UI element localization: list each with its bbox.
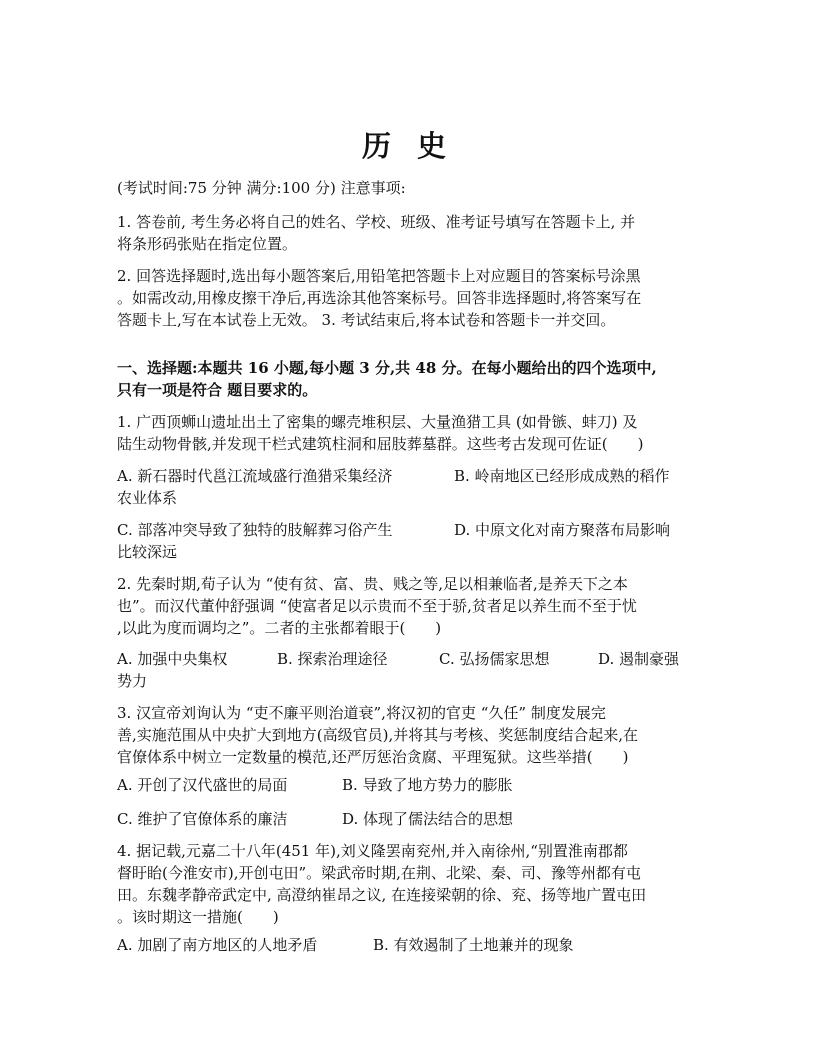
- option-b: B. 岭南地区已经形成成熟的稻作: [454, 467, 670, 485]
- exam-info: (考试时间:75 分钟 满分:100 分) 注意事项:: [117, 179, 406, 197]
- option-b: B. 导致了地方势力的膨胀: [342, 776, 513, 794]
- section-heading: 一、选择题:本题共 16 小题,每小题 3 分,共 48 分。在每小题给出的四个选项中, 只有一项是符合 题目要求的。: [117, 359, 657, 399]
- option-c: C. 部落冲突导致了独特的肢解葬习俗产生: [117, 521, 393, 539]
- option-a: A. 新石器时代邕江流域盛行渔猎采集经济: [117, 467, 393, 485]
- question-4-stem: 4. 据记载,元嘉二十八年(451 年),刘义隆罢南兖州,并入南徐州,“别置淮南郡都 督盱眙(今淮安市),开创屯田”。梁武帝时期,在荆、北梁、秦、司、豫等州都有屯 田。东魏孝静帝武定中, 高澄纳崔昂之议, 在连接梁朝的徐、兖、扬等地广置屯田 。该时期这一措施( ): [117, 842, 647, 926]
- option-a: A. 加剧了南方地区的人地矛盾: [117, 936, 318, 954]
- page-title: 历 史: [361, 129, 455, 163]
- option-d: D. 中原文化对南方聚落布局影响: [454, 521, 671, 539]
- option-d: D. 体现了儒法结合的思想: [342, 810, 514, 828]
- question-2-stem: 2. 先秦时期,荀子认为 “使有贫、富、贵、贱之等,足以相兼临者,是养天下之本 也”。而汉代董仲舒强调 “使富者足以示贵而不至于骄,贫者足以养生而不至于忧 ,以此为度而调均之”。二者的主张都着眼于( ): [117, 575, 637, 637]
- option-d: D. 遏制豪强: [598, 650, 680, 668]
- option-b: B. 有效遏制了土地兼并的现象: [373, 936, 574, 954]
- option-a: A. 加强中央集权: [117, 650, 228, 668]
- option-d-cont: 势力: [117, 672, 148, 690]
- question-1-stem: 1. 广西顶蛳山遗址出土了密集的螺壳堆积层、大量渔猎工具 (如骨镞、蚌刀) 及 陆生动物骨骸,并发现干栏式建筑柱洞和屈肢葬墓群。这些考古发现可佐证( ): [117, 413, 644, 453]
- note-1: 1. 答卷前, 考生务必将自己的姓名、学校、班级、准考证号填写在答题卡上, 并 将条形码张贴在指定位置。: [117, 213, 636, 253]
- option-b-cont: 农业体系: [117, 489, 178, 507]
- option-d-cont: 比较深远: [117, 543, 178, 561]
- option-c: C. 弘扬儒家思想: [439, 650, 550, 668]
- option-b: B. 探索治理途径: [277, 650, 388, 668]
- question-3-stem: 3. 汉宣帝刘询认为 “吏不廉平则治道衰”,将汉初的官吏 “久任” 制度发展完 善,实施范围从中央扩大到地方(高级官员),并将其与考核、奖惩制度结合起来,在 官僚体系中树立一定数量的模范,还严厉惩治贪腐、平理冤狱。这些举措( ): [117, 704, 639, 766]
- option-c: C. 维护了官僚体系的廉洁: [117, 810, 288, 828]
- option-a: A. 开创了汉代盛世的局面: [117, 776, 288, 794]
- note-2: 2. 回答选择题时,选出每小题答案后,用铅笔把答题卡上对应题目的答案标号涂黑 。如需改动,用橡皮擦干净后,再选涂其他答案标号。回答非选择题时,将答案写在 答题卡上,写在本试卷上无效。 3. 考试结束后,将本试卷和答题卡一并交回。: [117, 267, 642, 329]
